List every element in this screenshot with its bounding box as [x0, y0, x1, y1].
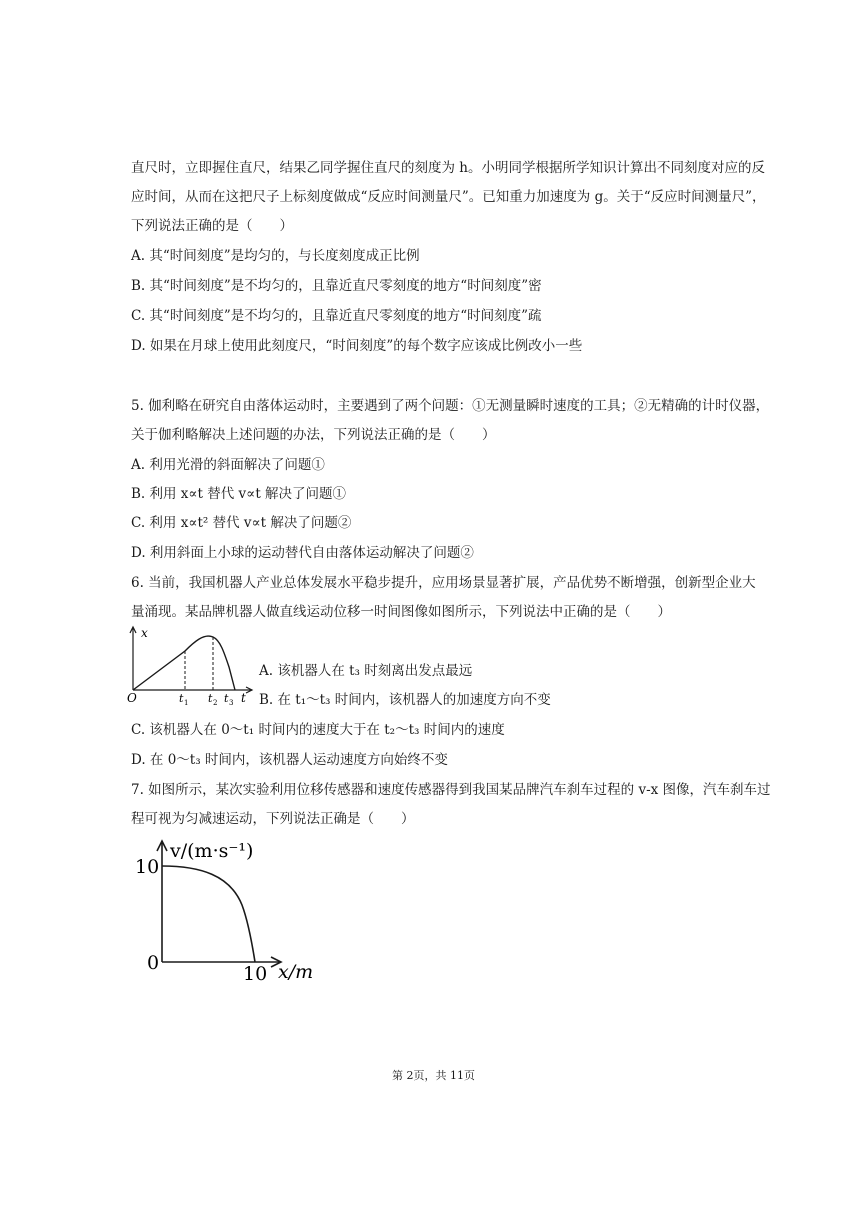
q7-curve: [162, 866, 255, 962]
q6-x-label: t: [241, 691, 246, 705]
q4-option-a: A. 其“时间刻度”是均匀的，与长度刻度成正比例: [131, 248, 420, 264]
q4-option-c: C. 其“时间刻度”是不均匀的，且靠近直尺零刻度的地方“时间刻度”疏: [131, 308, 542, 324]
q4-line-2: 应时间，从而在这把尺子上标刻度做成“反应时间测量尺”。已知重力加速度为 g。关于“反应时间测量尺”，: [131, 189, 766, 205]
q6-xt-graph: [124, 622, 259, 706]
q4-line-3: 下列说法正确的是（ ）: [131, 218, 293, 234]
q6-curve: [133, 636, 235, 690]
q7-vx-graph: [130, 835, 330, 985]
q6-t2-label: t: [208, 692, 213, 705]
q6-t3-label: t: [224, 692, 229, 705]
q5-option-b: B. 利用 x∝t 替代 v∝t 解决了问题①: [131, 486, 347, 502]
q7-x-label: x/m: [278, 961, 314, 983]
q4-line-1: 直尺时，立即握住直尺，结果乙同学握住直尺的刻度为 h。小明同学根据所学知识计算出不同刻度对应的反: [131, 160, 765, 176]
q5-line-2: 关于伽利略解决上述问题的办法，下列说法正确的是（ ）: [131, 427, 496, 443]
q6-line-1: 6. 当前，我国机器人产业总体发展水平稳步提升，应用场景显著扩展，产品优势不断增强，创新型企业大: [131, 575, 756, 591]
q6-option-a: A. 该机器人在 t₃ 时刻离出发点最远: [259, 663, 473, 679]
q6-t1-sub: 1: [184, 699, 189, 706]
q6-t2-sub: 2: [213, 699, 218, 706]
page-footer: 第 2页，共 11页: [392, 1069, 475, 1082]
q6-option-d: D. 在 0～t₃ 时间内，该机器人运动速度方向始终不变: [131, 752, 448, 768]
q6-t1-label: t: [179, 692, 184, 705]
q6-option-c: C. 该机器人在 0～t₁ 时间内的速度大于在 t₂～t₃ 时间内的速度: [131, 722, 505, 738]
q7-origin-label: 0: [147, 952, 160, 974]
q5-option-c: C. 利用 x∝t² 替代 v∝t 解决了问题②: [131, 515, 352, 531]
q6-t3-sub: 3: [229, 699, 234, 706]
q6-option-b: B. 在 t₁～t₃ 时间内，该机器人的加速度方向不变: [259, 692, 551, 708]
q5-option-a: A. 利用光滑的斜面解决了问题①: [131, 457, 325, 473]
q7-y-tick-10: 10: [135, 856, 160, 878]
q7-y-label: v/(m·s⁻¹): [170, 840, 254, 862]
q5-line-1: 5. 伽利略在研究自由落体运动时，主要遇到了两个问题：①无测量瞬时速度的工具；②无精确的计时仪器，: [131, 398, 770, 414]
q5-option-d: D. 利用斜面上小球的运动替代自由落体运动解决了问题②: [131, 545, 474, 561]
q4-option-d: D. 如果在月球上使用此刻度尺，“时间刻度”的每个数字应该成比例改小一些: [131, 338, 583, 354]
q4-option-b: B. 其“时间刻度”是不均匀的，且靠近直尺零刻度的地方“时间刻度”密: [131, 278, 542, 294]
q6-line-2: 量涌现。某品牌机器人做直线运动位移一时间图像如图所示，下列说法中正确的是（ ）: [131, 604, 671, 620]
q7-line-1: 7. 如图所示，某次实验利用位移传感器和速度传感器得到我国某品牌汽车刹车过程的 v-x 图像，汽车刹车过: [131, 782, 771, 798]
q7-line-2: 程可视为匀减速运动，下列说法正确是（ ）: [131, 811, 415, 827]
q7-x-tick-10: 10: [243, 963, 268, 985]
q6-origin-label: O: [127, 691, 137, 705]
q6-y-label: x: [141, 626, 148, 640]
